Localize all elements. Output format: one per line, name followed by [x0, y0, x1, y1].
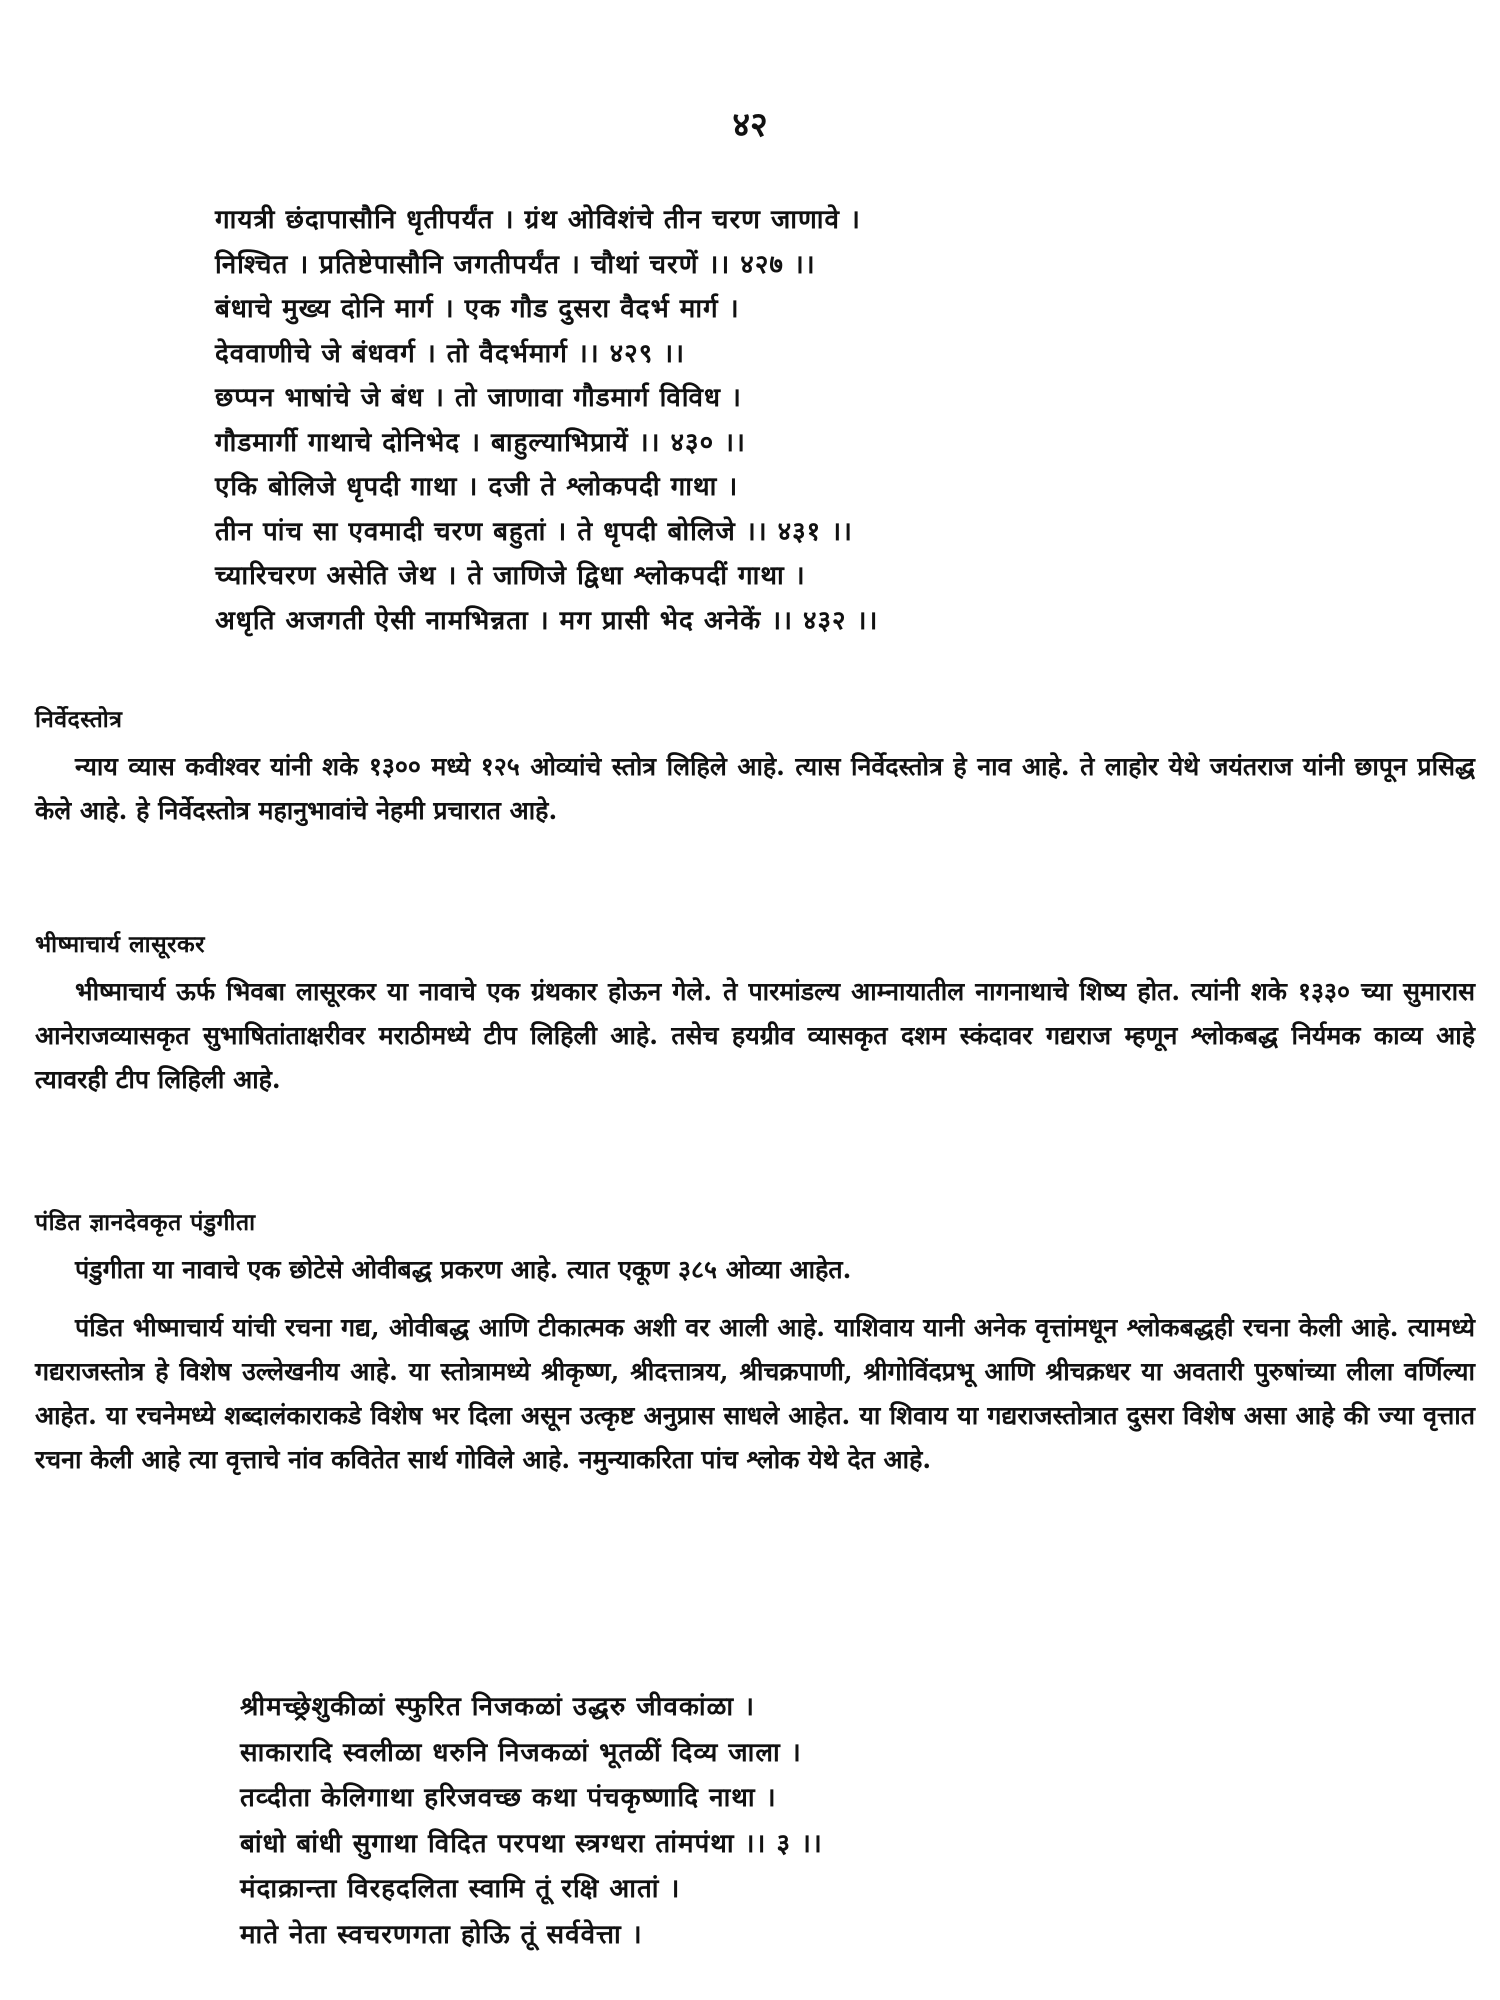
- section-nirvedstotra: [35, 705, 1475, 833]
- section-heading: पंडित ज्ञानदेवकृत पंडुगीता: [35, 1209, 256, 1236]
- verse-line: च्यारिचरण असेति जेथ । ते जाणिजे द्विधा श्लोकपदीं गाथा ।: [215, 561, 806, 591]
- verse-line: बंधाचे मुख्य दोनि मार्ग । एक गौड दुसरा वैदर्भ मार्ग ।: [215, 294, 740, 324]
- verse-line: माते नेता स्वचरणगता होऊि तूं सर्ववेत्ता ।: [240, 1919, 643, 1950]
- verse-line: तीन पांच सा एवमादी चरण बहुतां । ते धृपदी बोलिजे ।। ४३१ ।।: [215, 516, 853, 547]
- verse-line: अधृति अजगती ऐसी नामभिन्नता । मग प्रासी भेद अनेकें ।। ४३२ ।।: [215, 605, 879, 636]
- verse-block-bottom: [240, 1685, 1340, 1958]
- verse-line: गौडमार्गी गाथाचे दोनिभेद । बाहुल्याभिप्रायें ।। ४३० ।।: [215, 427, 746, 458]
- section-bhishmacharya: [35, 930, 1475, 1102]
- verse-line: गायत्री छंदापासौनि धृतीपर्यंत । ग्रंथ ओविशंचे तीन चरण जाणावे ।: [215, 205, 861, 235]
- verse-line: मंदाक्रान्ता विरहदलिता स्वामि तूं रक्षि आतां ।: [240, 1874, 681, 1904]
- section-paragraph: पंडुगीता या नावाचे एक छोटेसे ओवीबद्ध प्रकरण आहे. त्यात एकूण ३८५ ओव्या आहेत.: [75, 1255, 852, 1284]
- verse-line: साकारादि स्वलीळा धरुनि निजकळां भूतळीं दिव्य जाला ।: [240, 1737, 802, 1768]
- verse-line: तव्दीता केलिगाथा हरिजवच्छ कथा पंचकृष्णादि नाथा ।: [240, 1783, 777, 1813]
- verse-line: देववाणीचे जे बंधवर्ग । तो वैदर्भमार्ग ।। ४२९ ।।: [215, 338, 685, 369]
- verse-block-top: [215, 198, 1315, 643]
- section-paragraph: न्याय व्यास कवीश्वर यांनी शके १३०० मध्ये १२५ ओव्यांचे स्तोत्र लिहिले आहे. त्यास निर्वेदस्तोत्र हे नाव आहे. ते लाहोर येथे जयंतराज यांनी छापून प्रसिद्ध केले आहे. हे निर्वेदस्तोत्र महानुभावांचे नेहमी प्रचारात आहे.: [35, 752, 1475, 825]
- verse-line: एकि बोलिजे धृपदी गाथा । दजी ते श्लोकपदी गाथा ।: [215, 472, 739, 502]
- verse-line: छप्पन भाषांचे जे बंध । तो जाणावा गौडमार्ग विविध ।: [215, 383, 742, 413]
- section-heading: निर्वेदस्तोत्र: [35, 706, 123, 733]
- verse-line: निश्चित । प्रतिष्टेपासौनि जगतीपर्यंत । चौथां चरणें ।। ४२७ ।।: [215, 249, 816, 280]
- verse-line: बांधो बांधी सुगाथा विदित परपथा स्त्रग्धरा तांमपंथा ।। ३ ।।: [240, 1828, 823, 1859]
- section-paragraph: पंडित भीष्माचार्य यांची रचना गद्य, ओवीबद्ध आणि टीकात्मक अशी वर आली आहे. याशिवाय यानी अनेक वृत्तांमधून श्लोकबद्धही रचना केली आहे. त्यामध्ये गद्यराजस्तोत्र हे विशेष उल्लेखनीय आहे. या स्तोत्रामध्ये श्रीकृष्ण, श्रीदत्तात्रय, श्रीचक्रपाणी, श्रीगोविंदप्रभू आणि श्रीचक्रधर या अवतारी पुरुषांच्या लीला वर्णिल्या आहेत. या रचनेमध्ये शब्दालंकाराकडे विशेष भर दिला असून उत्कृष्ट अनुप्रास साधले आहेत. या शिवाय या गद्यराजस्तोत्रात दुसरा विशेष असा आहे की ज्या वृत्तात रचना केली आहे त्या वृत्ताचे नांव कवितेत सार्थ गोविले आहे. नमुन्याकरिता पांच श्लोक येथे देत आहे.: [35, 1313, 1475, 1474]
- page-number: ४२: [732, 105, 768, 145]
- section-pandugita: [35, 1208, 1475, 1482]
- section-paragraph: भीष्माचार्य ऊर्फ भिवबा लासूरकर या नावाचे एक ग्रंथकार होऊन गेले. ते पारमांडल्य आम्नायातील नागनाथाचे शिष्य होत. त्यांनी शके १३३० च्या सुमारास आनेराजव्यासकृत सुभाषितांताक्षरीवर मराठीमध्ये टीप लिहिली आहे. तसेच हयग्रीव व्यासकृत दशम स्कंदावर गद्यराज म्हणून श्लोकबद्ध निर्यमक काव्य आहे त्यावरही टीप लिहिली आहे.: [35, 977, 1475, 1094]
- section-heading: भीष्माचार्य लासूरकर: [35, 931, 206, 958]
- verse-line: श्रीमच्छ्रेशुकीळां स्फुरित निजकळां उद्धरु जीवकांळा ।: [240, 1692, 755, 1722]
